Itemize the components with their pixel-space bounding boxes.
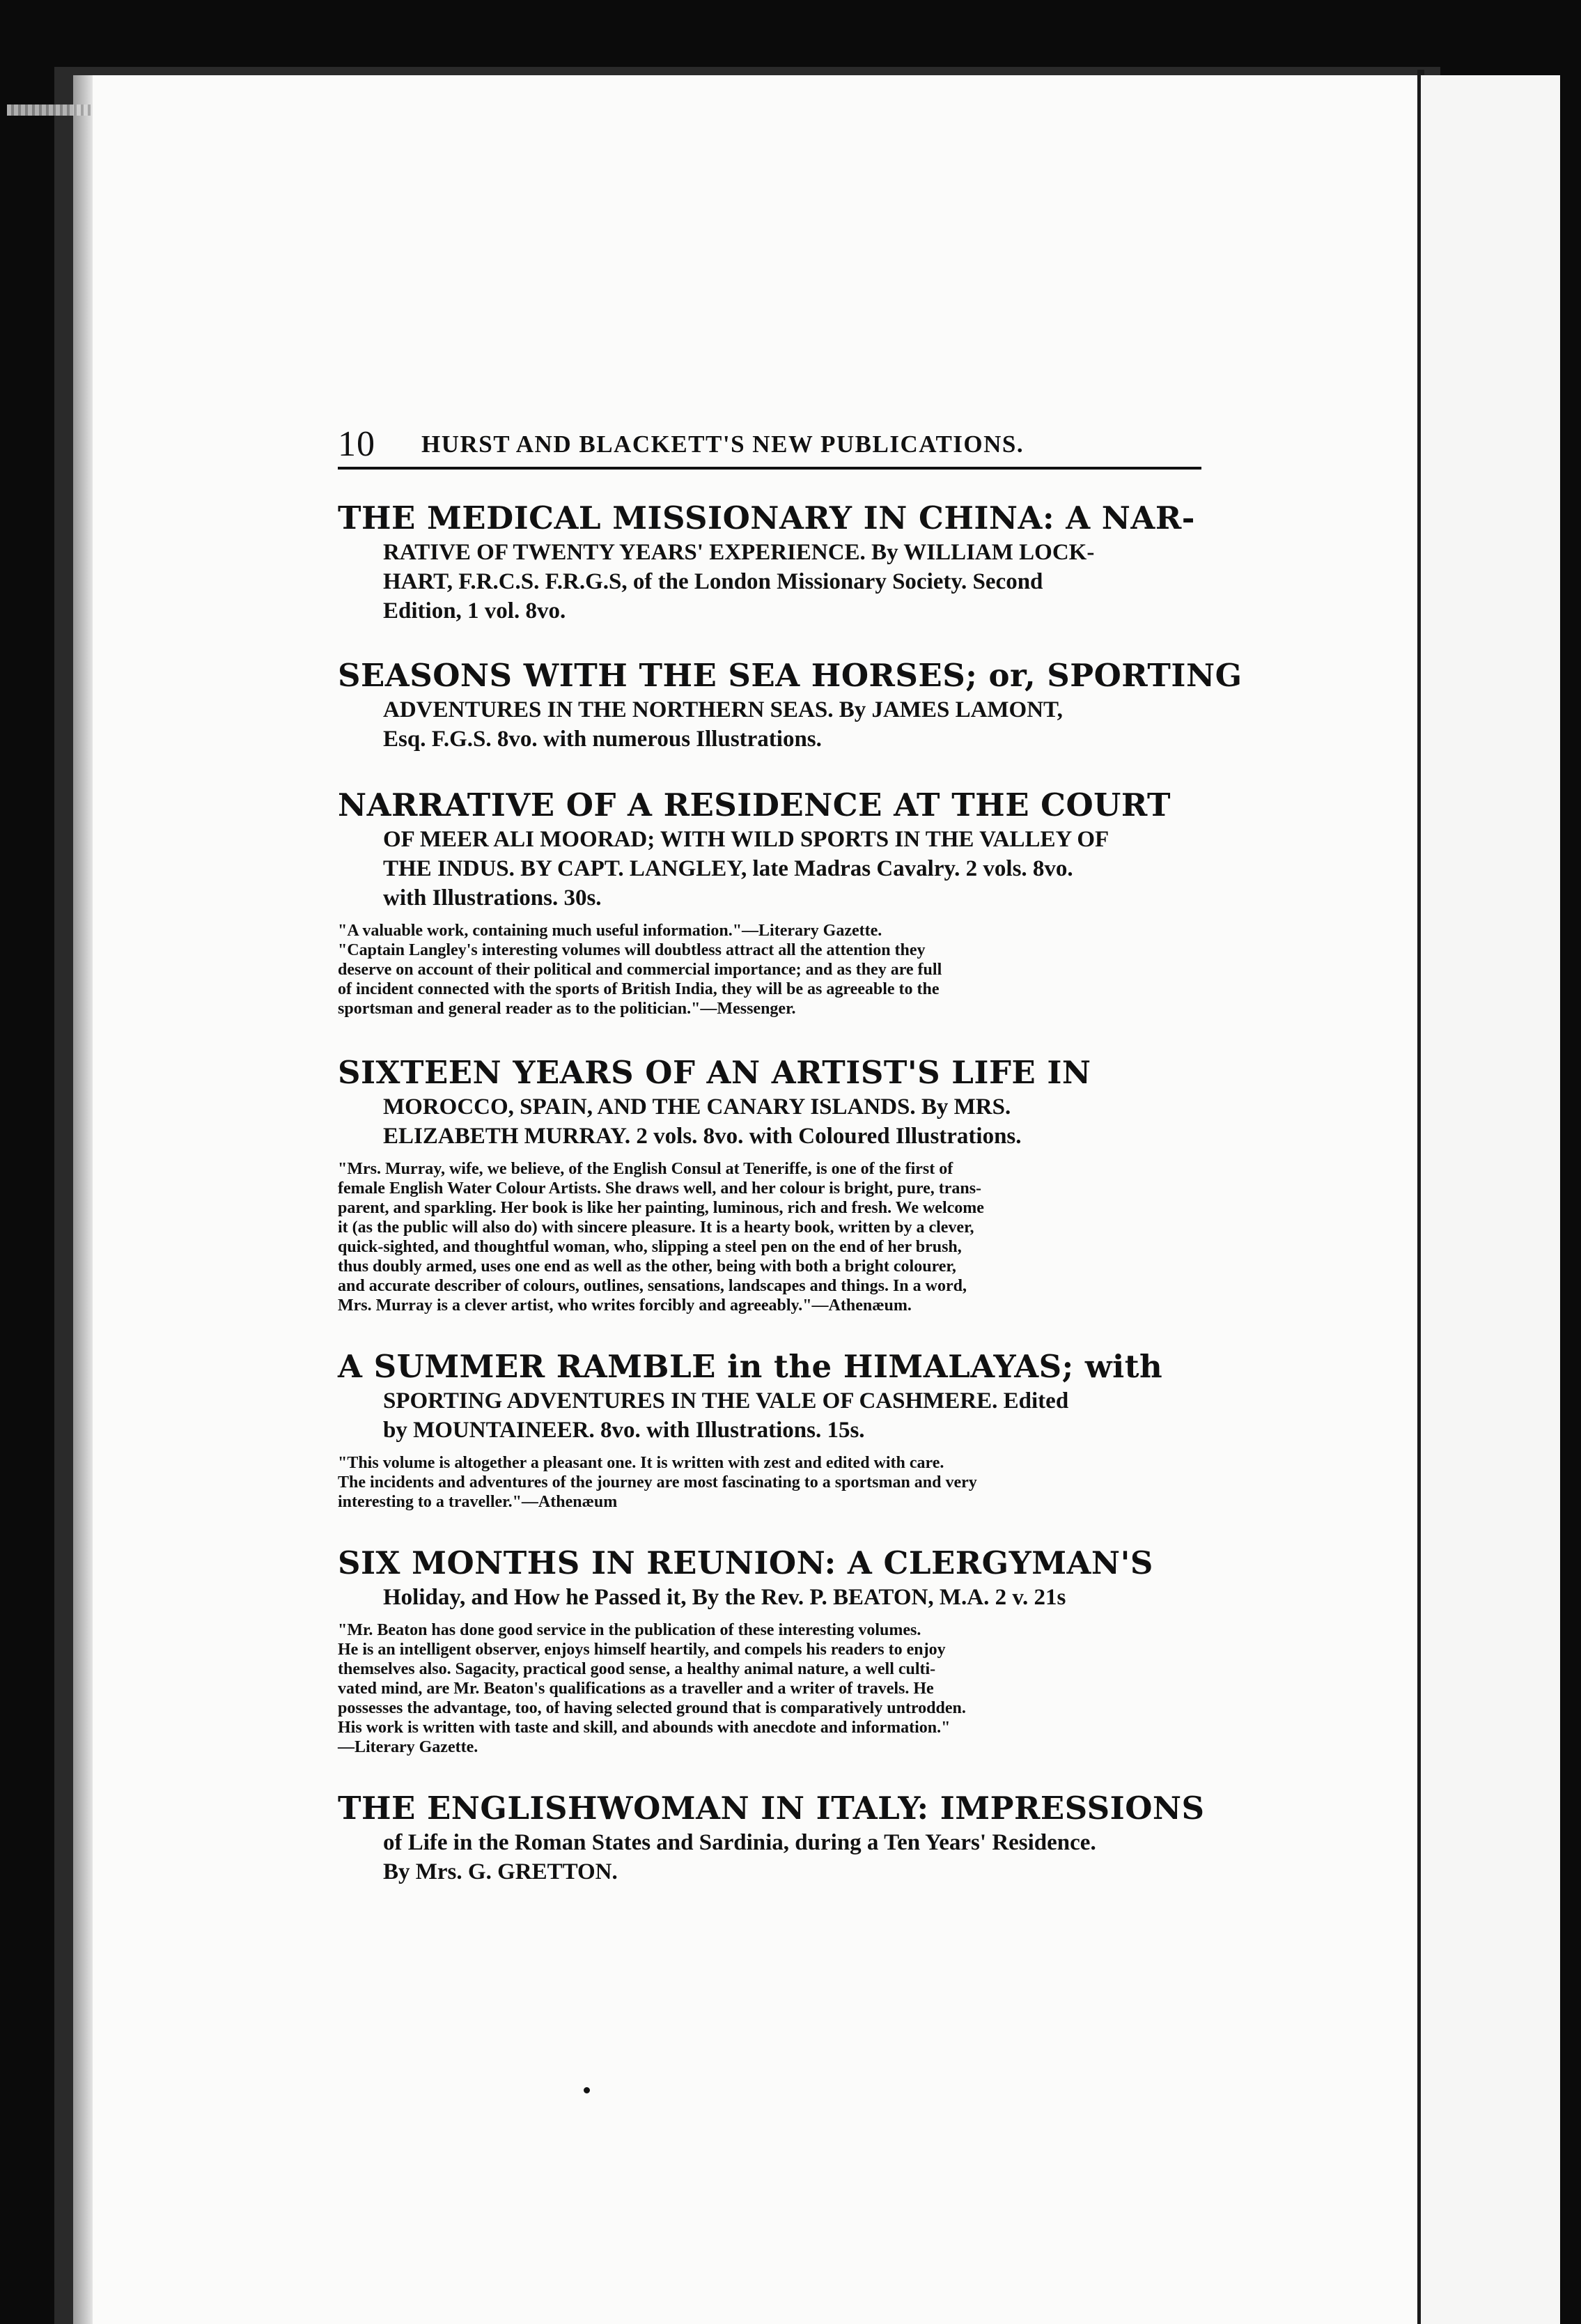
entry-title: SIX MONTHS IN REUNION: A CLERGYMAN'S bbox=[338, 1544, 1153, 1581]
entry-title: THE MEDICAL MISSIONARY IN CHINA: A NAR- bbox=[338, 499, 1195, 536]
review-quotes: "A valuable work, containing much useful information."—Literary Gazette. "Captain Langley's interesting volumes will doubtless attract all the attention they deserve on account of their political and commercial importance; and as they are full of incident connected with the sports of British India, they will be as agreeable to the sportsman and general reader as to the politician."—Messenger. bbox=[338, 922, 942, 1018]
publication-entry bbox=[338, 1789, 1205, 1887]
binding-mark bbox=[7, 104, 91, 116]
entry-description: OF MEER ALI MOORAD; WITH WILD SPORTS IN THE VALLEY OF THE INDUS. BY CAPT. LANGLEY, late Madras Cavalry. 2 vols. 8vo. with Illustrations. 30s. bbox=[383, 827, 1109, 911]
entry-title: NARRATIVE OF A RESIDENCE AT THE COURT bbox=[338, 787, 1171, 823]
review-quotes: "This volume is altogether a pleasant one. It is written with zest and edited with care. The incidents and adventures of the journey are most fascinating to a sportsman and very interesting to a traveller."—Athenæum bbox=[338, 1454, 977, 1511]
entry-description: RATIVE OF TWENTY YEARS' EXPERIENCE. By WILLIAM LOCK- HART, F.R.C.S. F.R.G.S, of the London Missionary Society. Second Edition, 1 vol. 8vo. bbox=[383, 540, 1095, 623]
page-content bbox=[338, 418, 1243, 1887]
review-quotes: "Mrs. Murray, wife, we believe, of the English Consul at Teneriffe, is one of the first of female English Water Colour Artists. She draws well, and her colour is bright, pure, trans- parent, and sparkling. Her book is like her painting, luminous, rich and fresh. We welcome it (as the public will also do) with sincere pleasure. It is a hearty book, written by a clever, quick-sighted, and thoughtful woman, who, slipping a steel pen on the end of her brush, thus doubly armed, uses one end as well as the other, being with both a bright colourer, and accurate describer of colours, outlines, sensations, landscapes and things. In a word, Mrs. Murray is a clever artist, who writes forcibly and agreeably."—Athenæum. bbox=[338, 1160, 984, 1315]
entry-title: SIXTEEN YEARS OF AN ARTIST'S LIFE IN bbox=[338, 1054, 1091, 1091]
entry-title: A SUMMER RAMBLE in the HIMALAYAS; with bbox=[338, 1348, 1163, 1385]
entry-title: SEASONS WITH THE SEA HORSES; or, SPORTING bbox=[338, 657, 1243, 694]
running-head bbox=[338, 418, 1201, 470]
facing-page-sliver bbox=[1421, 75, 1560, 2324]
entry-description: of Life in the Roman States and Sardinia, during a Ten Years' Residence. By Mrs. G. GRETTON. bbox=[383, 1830, 1096, 1884]
entry-description: MOROCCO, SPAIN, AND THE CANARY ISLANDS. By MRS. ELIZABETH MURRAY. 2 vols. 8vo. with Coloured Illustrations. bbox=[383, 1094, 1022, 1149]
publication-entry bbox=[338, 1544, 1201, 1757]
publication-entry bbox=[338, 656, 1243, 754]
entry-description: SPORTING ADVENTURES IN THE VALE OF CASHMERE. Edited by MOUNTAINEER. 8vo. with Illustrations. 15s. bbox=[383, 1388, 1069, 1443]
publication-entry bbox=[338, 499, 1201, 626]
running-head-title: HURST AND BLACKETT'S NEW PUBLICATIONS. bbox=[421, 431, 1025, 458]
page-left-edge bbox=[73, 75, 93, 2324]
page-number: 10 bbox=[338, 424, 375, 464]
entry-description: ADVENTURES IN THE NORTHERN SEAS. By JAMES LAMONT, Esq. F.G.S. 8vo. with numerous Illustrations. bbox=[383, 697, 1063, 752]
entry-description: Holiday, and How he Passed it, By the Rev. P. BEATON, M.A. 2 v. 21s bbox=[383, 1585, 1066, 1610]
publication-entry bbox=[338, 1053, 1201, 1315]
review-quotes: "Mr. Beaton has done good service in the publication of these interesting volumes. He is an intelligent observer, enjoys himself heartily, and compels his readers to enjoy themselves also. Sagacity, practical good sense, a healthy animal nature, a well culti- vated mind, are Mr. Beaton's qualifications as a traveller and a writer of travels. He possesses the advantage, too, of having selected ground that is comparatively untrodden. His work is written with taste and skill, and abounds with anecdote and information." —Literary Gazette. bbox=[338, 1621, 966, 1756]
publication-entry bbox=[338, 786, 1201, 1018]
entry-title: THE ENGLISHWOMAN IN ITALY: IMPRESSIONS bbox=[338, 1790, 1205, 1827]
publication-entry bbox=[338, 1347, 1201, 1512]
ink-dot bbox=[584, 2087, 590, 2093]
